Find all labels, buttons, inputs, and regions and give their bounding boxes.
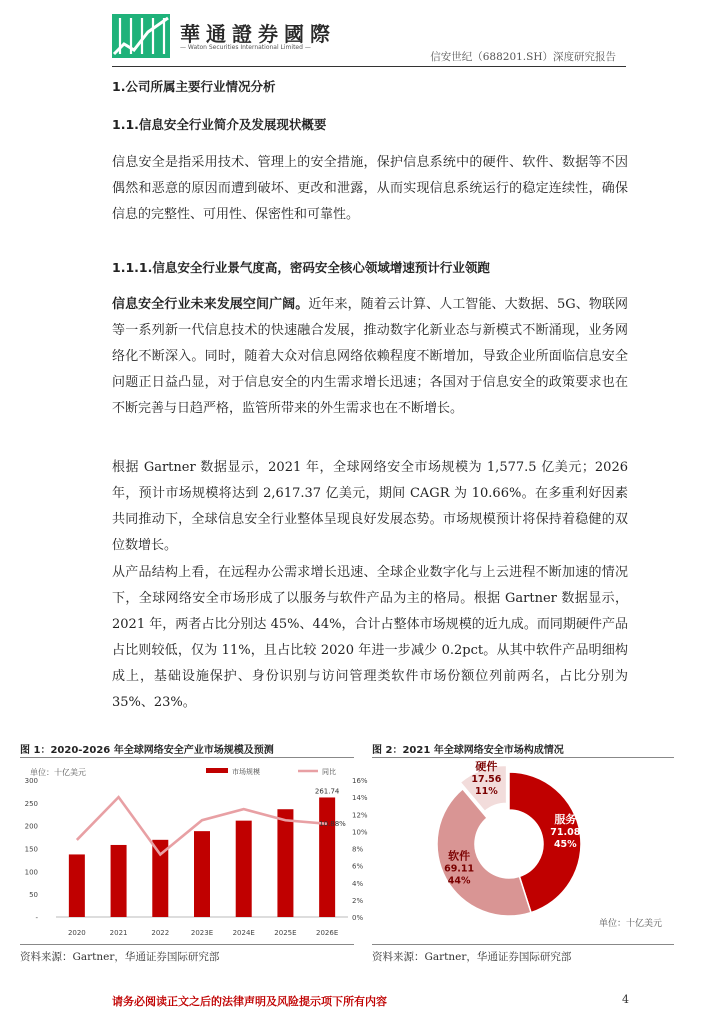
y-left-tick-label: 150 <box>24 845 38 854</box>
market-size-chart <box>20 760 368 940</box>
pie-label-name: 硬件 <box>475 759 498 773</box>
report-tag: 信安世纪（688201.SH）深度研究报告 <box>430 51 616 63</box>
y-right-tick-label: 4% <box>352 879 364 888</box>
y-left-tick-label: 300 <box>24 777 38 785</box>
y-right-tick-label: 2% <box>352 896 364 905</box>
y-right-tick-label: 16% <box>352 777 368 785</box>
pie-label-value: 69.11 <box>444 863 475 875</box>
paragraph-outlook <box>112 292 628 422</box>
y-right-tick-label: 6% <box>352 862 364 871</box>
pie-label-value: 71.08 <box>550 827 581 839</box>
pie-label-value: 17.56 <box>471 773 502 785</box>
bar-2023E <box>194 831 210 917</box>
bar-2020 <box>69 854 85 917</box>
section-heading-1-1-1: 1.1.1.信息安全行业景气度高，密码安全核心领域增速预计行业领跑 <box>112 260 490 275</box>
section-heading-1-1: 1.1.信息安全行业简介及发展现状概要 <box>112 117 327 132</box>
section-heading-1: 1.公司所属主要行业情况分析 <box>112 79 276 94</box>
chart2-marks <box>437 759 581 916</box>
pie-label-pct: 44% <box>447 875 471 887</box>
paragraph-structure: 从产品结构上看，在远程办公需求增长迅速、全球企业数字化与上云进程不断加速的情况下，全球网络安全市场形成了以服务与软件产品为主的格局。根据 Gartner 数据显示，2021 年，两者占比分别达 45%、44%，合计占整体市场规模的近九成。而同期硬件产品占比则较低，仅为 11%，且占比较 2020 年进一步减少 0.2pct。从其中软件产品明细构成上，基础设施保护、身份识别与访问管理类软件市场份额位列前两名，占比分别为 35%、23%。 <box>112 565 628 710</box>
bar-2025E <box>277 809 293 917</box>
page-number: 4 <box>622 993 629 1006</box>
header-divider <box>112 66 626 67</box>
figure-1-source: 资料来源：Gartner，华通证券国际研究部 <box>20 951 220 963</box>
x-tick-label: 2023E <box>190 929 214 937</box>
figure-1-caption: 图 1：2020-2026 年全球网络安全产业市场规模及预测 <box>20 745 274 756</box>
figure-2-caption: 图 2：2021 年全球网络安全市场构成情况 <box>372 745 564 756</box>
paragraph-outlook-body: 近年来，随着云计算、人工智能、大数据、5G、物联网等一系列新一代信息技术的快速融合发展，推动数字化新业态与新模式不断涌现，业务网络化不断深入。同时，随着大众对信息网络依赖程度不断增加，导致企业所面临信息安全问题正日益凸显，对于信息安全的内生需求增长迅速；各国对于信息安全的政策要求也在不断完善与日趋严格，监管所带来的外生需求也在不断增长。 <box>112 297 628 416</box>
pie-label-pct: 11% <box>475 785 498 797</box>
x-tick-label: 2026E <box>316 929 339 937</box>
brand-name-cn: 華通證券國際 <box>180 22 336 46</box>
paragraph-lead: 信息安全行业未来发展空间广阔。 <box>112 297 309 312</box>
y-right-tick-label: 12% <box>352 811 368 820</box>
pie-label-name: 服务 <box>554 813 577 827</box>
chart2-unit: 单位：十亿美元 <box>598 919 662 929</box>
legend-bar-swatch <box>206 768 228 773</box>
y-left-tick-label: 200 <box>24 822 38 831</box>
y-left-tick-label: - <box>35 914 38 922</box>
x-tick-label: 2021 <box>109 929 128 937</box>
pie-label-pct: 45% <box>553 839 577 851</box>
legend-line-label: 同比 <box>322 768 336 776</box>
y-left-tick-label: 100 <box>24 868 38 877</box>
figure-2-top-rule <box>372 757 674 758</box>
bar-2024E <box>236 821 252 917</box>
footer-disclaimer: 请务必阅读正文之后的法律声明及风险提示项下所有内容 <box>112 995 387 1008</box>
market-composition-pie <box>372 760 674 940</box>
x-tick-label: 2025E <box>274 929 297 937</box>
bar-2026E <box>319 797 335 917</box>
y-left-tick-label: 250 <box>24 799 38 808</box>
y-left-tick-label: 50 <box>29 891 38 900</box>
y-right-tick-label: 0% <box>352 914 364 922</box>
figure-2-bottom-rule <box>372 944 674 945</box>
figure-1-top-rule <box>20 757 354 758</box>
brand-logo <box>112 14 170 58</box>
line-data-label: 10.88% <box>319 819 346 828</box>
y-right-tick-label: 14% <box>352 794 368 803</box>
figure-2-source: 资料来源：Gartner，华通证券国际研究部 <box>372 951 572 963</box>
legend-bar-label: 市场规模 <box>232 768 260 776</box>
y-right-tick-label: 10% <box>352 828 368 837</box>
paragraph-definition: 信息安全是指采用技术、管理上的安全措施，保护信息系统中的硬件、软件、数据等不因偶然和恶意的原因而遭到破坏、更改和泄露，从而实现信息系统运行的稳定连续性，确保信息的完整性、可用性、保密性和可靠性。 <box>112 155 628 222</box>
chart1-marks <box>25 777 368 937</box>
x-tick-label: 2020 <box>67 929 86 937</box>
figure-1-bottom-rule <box>20 944 354 945</box>
bar-data-label: 261.74 <box>314 787 340 796</box>
chart1-unit: 单位：十亿美元 <box>30 768 86 777</box>
bar-2021 <box>111 845 127 917</box>
paragraph-market-size: 根据 Gartner 数据显示，2021 年，全球网络安全市场规模为 1,577.5 亿美元；2026 年，预计市场规模将达到 2,617.37 亿美元，期间 CAGR 为 10.66%。在多重利好因素共同推动下，全球信息安全行业整体呈现良好发展态势。市场规模预计将保持着稳健的双位数增长。 <box>112 460 628 553</box>
brand-name-en: — Waton Securities International Limited — <box>180 44 311 51</box>
y-right-tick-label: 8% <box>352 845 364 854</box>
x-tick-label: 2022 <box>151 929 170 937</box>
x-tick-label: 2024E <box>232 929 255 937</box>
pie-label-name: 软件 <box>448 849 471 863</box>
